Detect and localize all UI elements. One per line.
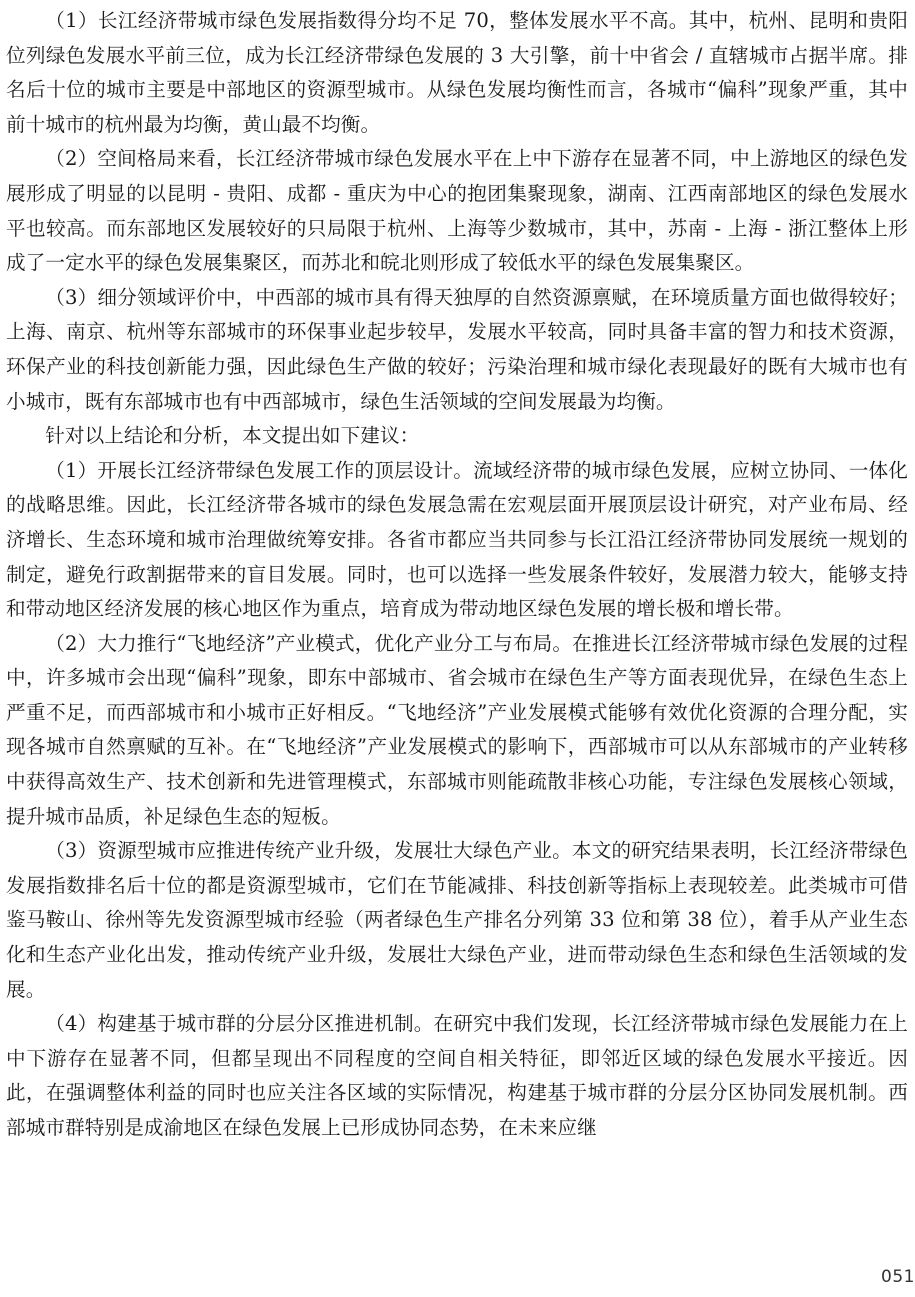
- document-page: [6, 0, 908, 1146]
- paragraph-suggestion-intro: 针对以上结论和分析，本文提出如下建议：: [45, 424, 420, 448]
- paragraph-suggestion-1: （1）开展长江经济带绿色发展工作的顶层设计。流域经济带的城市绿色发展，应树立协同、一体化的战略思维。因此，长江经济带各城市的绿色发展急需在宏观层面开展顶层设计研究，对产业布局、经济增长、生态环境和城市治理做统筹安排。各省市都应当共同参与长江沿江经济带协同发展统一规划的制定，避免行政割据带来的盲目发展。同时，也可以选择一些发展条件较好，发展潜力较大，能够支持和带动地区经济发展的核心地区作为重点，培育成为带动地区绿色发展的增长极和增长带。: [6, 458, 908, 621]
- paragraph-conclusion-3: （3）细分领域评价中，中西部的城市具有得天独厚的自然资源禀赋，在环境质量方面也做得较好；上海、南京、杭州等东部城市的环保事业起步较早，发展水平较高，同时具备丰富的智力和技术资源，环保产业的科技创新能力强，因此绿色生产做的较好；污染治理和城市绿化表现最好的既有大城市也有小城市，既有东部城市也有中西部城市，绿色生活领域的空间发展最为均衡。: [6, 285, 908, 413]
- paragraph-suggestion-4: （4）构建基于城市群的分层分区推进机制。在研究中我们发现，长江经济带城市绿色发展能力在上中下游存在显著不同，但都呈现出不同程度的空间自相关特征，即邻近区域的绿色发展水平接近。因此，在强调整体利益的同时也应关注各区域的实际情况，构建基于城市群的分层分区协同发展机制。西部城市群特别是成渝地区在绿色发展上已形成协同态势，在未来应继: [6, 1012, 908, 1139]
- paragraph-suggestion-3: （3）资源型城市应推进传统产业升级，发展壮大绿色产业。本文的研究结果表明，长江经济带绿色发展指数排名后十位的都是资源型城市，它们在节能减排、科技创新等指标上表现较差。此类城市可借鉴马鞍山、徐州等先发资源型城市经验（两者绿色生产排名分列第 33 位和第 38 位），着手从产业生态化和生态产业化出发，推动传统产业升级，发展壮大绿色产业，进而带动绿色生态和绿色生活领域的发展。: [6, 839, 908, 1001]
- paragraph-conclusion-1: （1）长江经济带城市绿色发展指数得分均不足 70，整体发展水平不高。其中，杭州、昆明和贵阳位列绿色发展水平前三位，成为长江经济带绿色发展的 3 大引擎，前十中省会 / 直辖城市占据半席。排名后十位的城市主要是中部地区的资源型城市。从绿色发展均衡性而言，各城市“偏科”现象严重，其中前十城市的杭州最为均衡，黄山最不均衡。: [6, 9, 908, 136]
- paragraph-conclusion-2: （2）空间格局来看，长江经济带城市绿色发展水平在上中下游存在显著不同，中上游地区的绿色发展形成了明显的以昆明 - 贵阳、成都 - 重庆为中心的抱团集聚现象，湖南、江西南部地区的绿色发展水平也较高。而东部地区发展较好的只局限于杭州、上海等少数城市，其中，苏南 - 上海 - 浙江整体上形成了一定水平的绿色发展集聚区，而苏北和皖北则形成了较低水平的绿色发展集聚区。: [6, 147, 908, 275]
- page-number: 051: [881, 1267, 915, 1287]
- paragraph-suggestion-2: （2）大力推行“飞地经济”产业模式，优化产业分工与布局。在推进长江经济带城市绿色发展的过程中，许多城市会出现“偏科”现象，即东中部城市、省会城市在绿色生产等方面表现优异，在绿色生态上严重不足，而西部城市和小城市正好相反。“飞地经济”产业发展模式能够有效优化资源的合理分配，实现各城市自然禀赋的互补。在“飞地经济”产业发展模式的影响下，西部城市可以从东部城市的产业转移中获得高效生产、技术创新和先进管理模式，东部城市则能疏散非核心功能，专注绿色发展核心领域，提升城市品质，补足绿色生态的短板。: [6, 631, 908, 828]
